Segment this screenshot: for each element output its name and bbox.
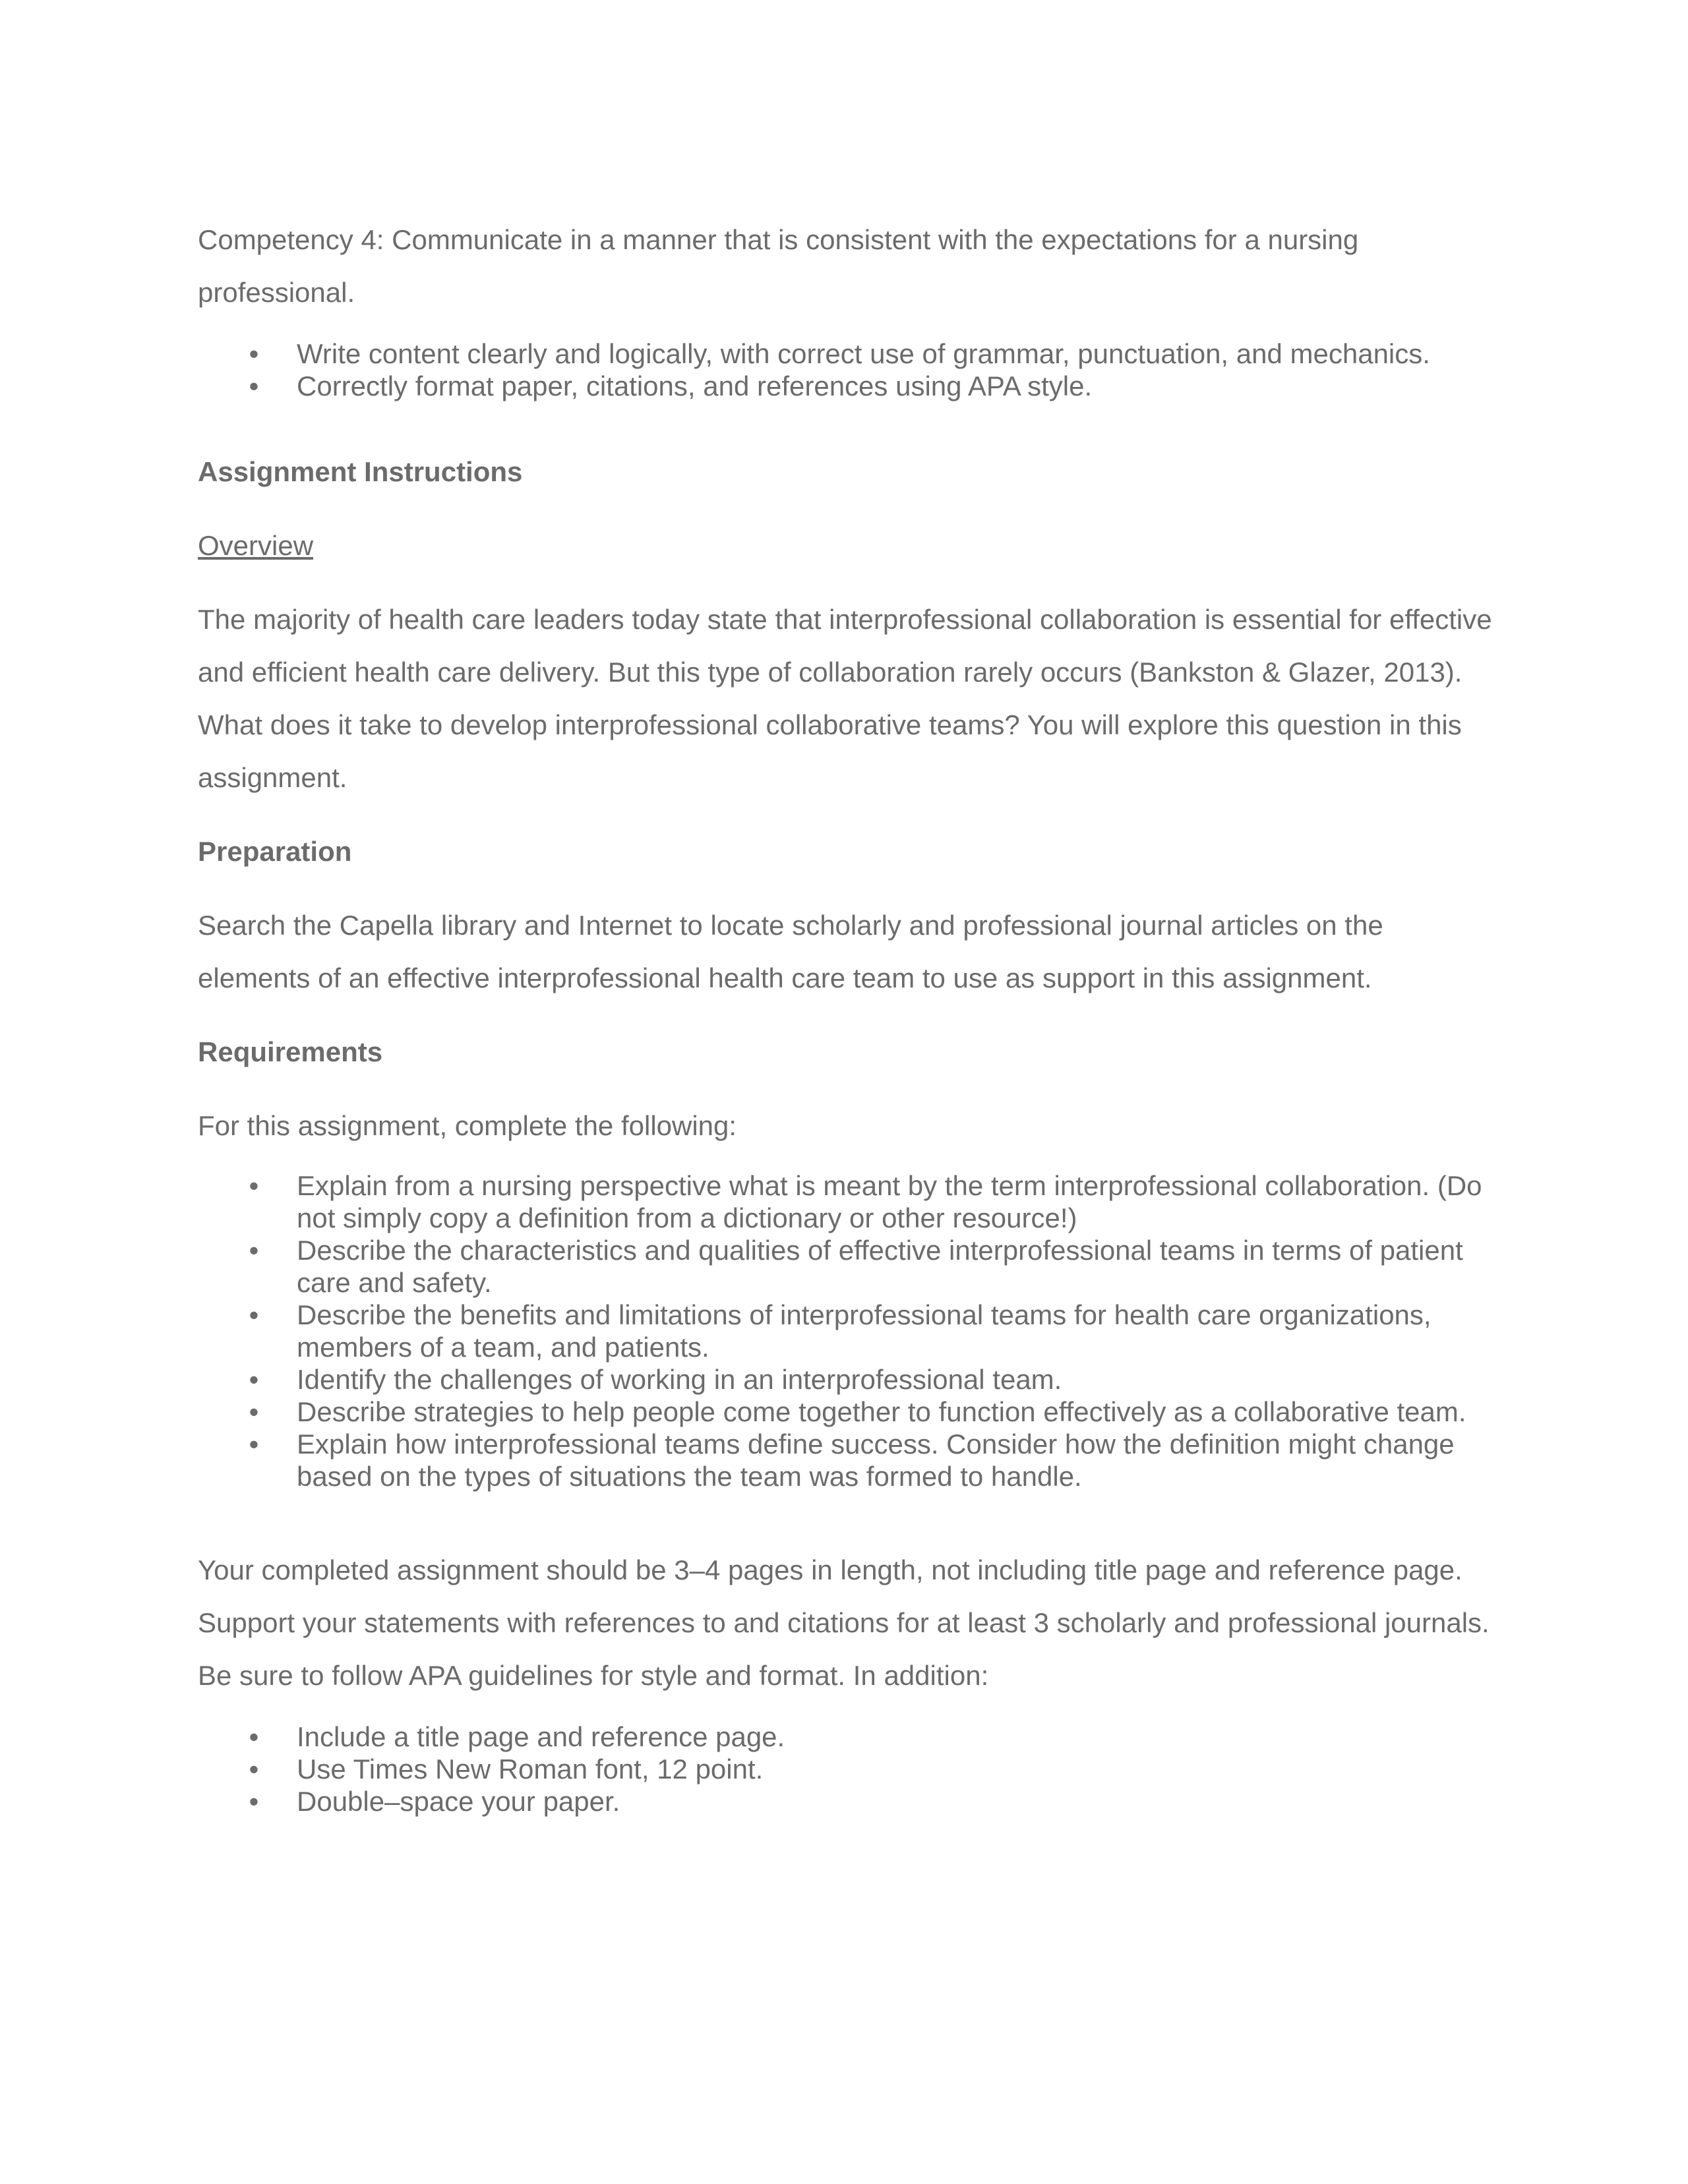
bullet-icon: • [249,1364,259,1395]
bullet-icon: • [249,1786,259,1817]
bullet-icon: • [249,1235,259,1266]
requirements-heading: Requirements [198,1036,383,1067]
bullet-icon: • [249,1299,259,1330]
competency-text: Competency 4: Communicate in a manner that is consistent with the expectations for a nursing professional. [198,224,1359,308]
list-item: • Include a title page and reference page. [198,1721,1510,1753]
requirements-bullet-list [198,1169,1490,1492]
bullet-icon: • [249,338,259,369]
list-item: • Explain how interprofessional teams define success. Consider how the definition might change based on the types of situations the team was formed to handle. [198,1428,1490,1492]
bullet-icon: • [249,370,259,401]
assignment-instructions-heading: Assignment Instructions [198,456,523,487]
list-item: • Describe strategies to help people come together to function effectively as a collaborative team. [198,1396,1490,1428]
list-item: • Explain from a nursing perspective what is meant by the term interprofessional collaboration. (Do not simply copy a definition from a dictionary or other resource!) [198,1169,1490,1234]
list-item: • Use Times New Roman font, 12 point. [198,1753,1510,1785]
preparation-heading: Preparation [198,836,352,867]
list-item: • Describe the characteristics and qualities of effective interprofessional teams in terms of patient care and safety. [198,1234,1490,1299]
document-content [198,214,1510,1817]
list-item: • Double–space your paper. [198,1785,1510,1817]
bullet-icon: • [249,1396,259,1427]
requirements-intro: For this assignment, complete the following: [198,1110,737,1141]
list-item: • Write content clearly and logically, with correct use of grammar, punctuation, and mechanics. [198,338,1510,370]
bullet-icon: • [249,1170,259,1201]
list-item: • Identify the challenges of working in an interprofessional team. [198,1363,1490,1396]
overview-text: The majority of health care leaders today state that interprofessional collaboration is essential for effective and efficient health care delivery. But this type of collaboration rarely occurs (Bankston & Glazer, 2013). What does it take to develop interprofessional collaborative teams? You will explore this question in this assignment. [198,604,1492,793]
format-bullet-list [198,1721,1510,1817]
bullet-icon: • [249,1721,259,1752]
preparation-text: Search the Capella library and Internet to locate scholarly and professional journal articles on the elements of an effective interprofessional health care team to use as support in this assignment. [198,910,1383,993]
list-item: • Correctly format paper, citations, and references using APA style. [198,370,1510,402]
list-item: • Describe the benefits and limitations of interprofessional teams for health care organizations, members of a team, and patients. [198,1299,1490,1363]
competency-bullet-list [198,338,1510,402]
closing-text: Your completed assignment should be 3–4 pages in length, not including title page and reference page. Support your statements with references to and citations for at least 3 scholarly and professional journals. Be sure to follow APA guidelines for style and format. In addition: [198,1554,1490,1691]
overview-heading: Overview [198,530,314,561]
bullet-icon: • [249,1754,259,1785]
bullet-icon: • [249,1429,259,1460]
